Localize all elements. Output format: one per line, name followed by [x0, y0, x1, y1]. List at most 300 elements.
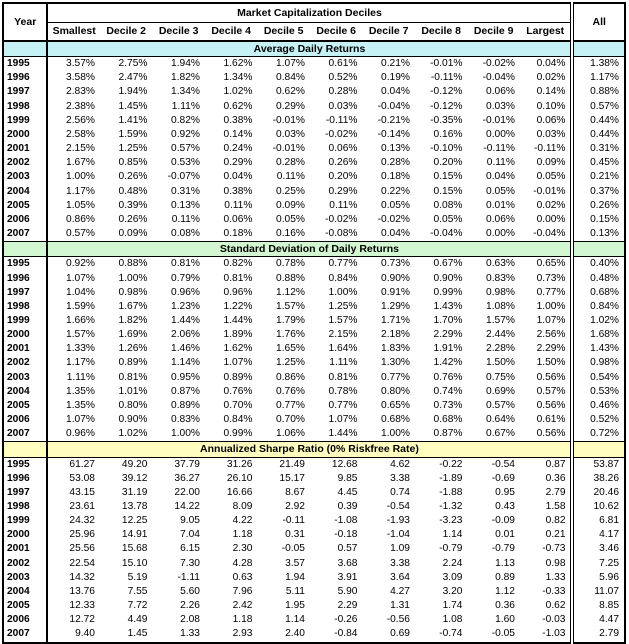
- value-cell: 1.94%: [171, 58, 200, 70]
- value-cell: -0.73: [542, 543, 566, 555]
- value-cell: 0.65%: [381, 399, 410, 411]
- value-cell: 15.10: [121, 557, 148, 569]
- value-cell: 21.49: [279, 458, 305, 470]
- value-cell: 0.04%: [486, 171, 515, 183]
- value-cell: 16.66: [226, 486, 253, 498]
- value-cell: 0.57%: [66, 228, 95, 240]
- value-cell: 0.89%: [171, 399, 200, 411]
- value-cell: -0.04%: [430, 228, 463, 240]
- value-cell: 15.17: [279, 472, 305, 484]
- value-cell: 26.10: [226, 472, 253, 484]
- value-cell: 1.89%: [223, 329, 253, 341]
- year-cell: 2003: [3, 371, 47, 385]
- value-cell: 4.27: [390, 585, 410, 597]
- value-cell: 1.00%: [536, 300, 566, 312]
- value-cell: 2.58%: [66, 128, 95, 140]
- value-cell: 0.84%: [223, 414, 253, 426]
- value-cell: 0.85%: [118, 157, 148, 169]
- value-cell: 8.09: [232, 501, 253, 512]
- year-cell: 2004: [3, 385, 47, 399]
- value-cell: 1.31: [390, 600, 410, 612]
- value-cell: 1.69%: [118, 329, 148, 341]
- value-cell: -0.02%: [325, 213, 358, 225]
- value-cell: 1.67%: [118, 300, 148, 312]
- value-cell: -0.11%: [483, 143, 515, 155]
- table-body: [3, 41, 625, 643]
- value-cell: -0.21%: [377, 114, 410, 126]
- decile-column-header: Decile 5: [257, 23, 310, 42]
- value-cell: 1.30%: [381, 357, 410, 369]
- value-cell: 4.28: [232, 557, 253, 569]
- value-cell: 1.00%: [118, 272, 148, 284]
- value-cell: 1.05%: [66, 199, 95, 211]
- table-row: [3, 514, 625, 528]
- all-value-cell: 4.47: [572, 613, 625, 627]
- all-value-cell: 53.87: [572, 457, 625, 472]
- all-value-cell: 0.98%: [572, 356, 625, 370]
- year-cell: 1999: [3, 114, 47, 128]
- value-cell: 2.75%: [118, 58, 148, 70]
- value-cell: 0.92%: [171, 128, 200, 140]
- value-cell: 25.96: [69, 529, 95, 541]
- table-row: [3, 457, 625, 472]
- value-cell: 2.24: [442, 557, 463, 569]
- value-cell: 13.76: [69, 585, 95, 597]
- table-row: [3, 371, 625, 385]
- table-row: [3, 342, 625, 356]
- value-cell: 0.38%: [223, 114, 253, 126]
- year-cell: 1995: [3, 457, 47, 472]
- value-cell: 2.40: [257, 627, 310, 642]
- value-cell: 0.99%: [433, 286, 463, 298]
- table-row: [3, 413, 625, 427]
- value-cell: 1.91%: [433, 343, 463, 355]
- value-cell: 2.44%: [486, 329, 515, 341]
- section-band-all-cell: [572, 442, 625, 457]
- value-cell: 1.35%: [66, 385, 95, 397]
- value-cell: -0.84: [310, 627, 363, 642]
- value-cell: 31.26: [226, 458, 253, 470]
- value-cell: 6.15: [180, 543, 200, 555]
- value-cell: 1.08: [442, 614, 463, 626]
- value-cell: 1.66%: [66, 314, 95, 326]
- value-cell: 0.06%: [328, 143, 358, 155]
- year-cell: 1999: [3, 314, 47, 328]
- value-cell: -0.10%: [430, 143, 463, 155]
- value-cell: 1.07%: [223, 357, 253, 369]
- value-cell: -0.69: [491, 472, 515, 484]
- value-cell: 0.20%: [328, 171, 358, 183]
- value-cell: 0.03%: [276, 128, 305, 140]
- all-value-cell: 3.46: [572, 542, 625, 556]
- value-cell: 0.04%: [381, 86, 410, 98]
- value-cell: 1.02%: [223, 86, 253, 98]
- value-cell: -0.54: [491, 458, 515, 470]
- value-cell: 1.12%: [276, 286, 305, 298]
- value-cell: 0.69%: [486, 385, 515, 397]
- value-cell: 0.22%: [381, 185, 410, 197]
- value-cell: 1.45%: [118, 100, 148, 112]
- value-cell: 1.62%: [223, 58, 253, 70]
- value-cell: -0.18: [334, 529, 358, 541]
- value-cell: 0.82%: [223, 258, 253, 270]
- value-cell: 0.67%: [433, 258, 463, 270]
- value-cell: 0.06%: [486, 86, 515, 98]
- year-cell: 2002: [3, 557, 47, 571]
- value-cell: 4.22: [232, 515, 253, 527]
- all-value-cell: 0.57%: [572, 100, 625, 114]
- table-row: [3, 427, 625, 442]
- value-cell: 0.06%: [486, 213, 515, 225]
- value-cell: 23.61: [69, 501, 95, 512]
- value-cell: 0.05%: [276, 213, 305, 225]
- value-cell: 0.14%: [223, 128, 253, 140]
- value-cell: 14.22: [174, 501, 200, 512]
- value-cell: -0.02%: [377, 213, 410, 225]
- all-value-cell: 1.43%: [572, 342, 625, 356]
- value-cell: 1.60: [495, 614, 515, 626]
- value-cell: 1.76%: [276, 329, 305, 341]
- section-band-all-cell: [572, 242, 625, 257]
- value-cell: 0.99%: [223, 428, 253, 440]
- year-cell: 2003: [3, 170, 47, 184]
- value-cell: 0.57: [337, 543, 358, 555]
- all-value-cell: 0.13%: [572, 227, 625, 242]
- value-cell: 1.14: [442, 529, 463, 541]
- year-cell: 2004: [3, 185, 47, 199]
- value-cell: 0.29%: [223, 157, 253, 169]
- value-cell: 0.09%: [118, 228, 148, 240]
- value-cell: 5.11: [285, 585, 305, 597]
- value-cell: 1.45: [100, 627, 153, 642]
- value-cell: -0.03: [542, 614, 566, 626]
- value-cell: 1.42%: [433, 357, 463, 369]
- value-cell: 24.32: [69, 515, 95, 527]
- value-cell: -0.22: [439, 458, 463, 470]
- value-cell: 0.11%: [224, 199, 253, 211]
- value-cell: -1.03: [520, 627, 573, 642]
- value-cell: 0.86%: [276, 371, 305, 383]
- value-cell: -0.35%: [430, 114, 463, 126]
- value-cell: 0.01%: [486, 199, 515, 211]
- value-cell: 1.00%: [381, 428, 410, 440]
- year-cell: 2006: [3, 613, 47, 627]
- table-row: [3, 185, 625, 199]
- table-row: [3, 627, 625, 642]
- value-cell: 0.87: [545, 458, 566, 470]
- value-cell: 0.15%: [433, 171, 463, 183]
- value-cell: 0.20%: [433, 157, 463, 169]
- all-value-cell: 7.25: [572, 557, 625, 571]
- value-cell: 61.27: [69, 458, 95, 470]
- value-cell: 2.42: [232, 600, 253, 612]
- all-value-cell: 0.53%: [572, 385, 625, 399]
- all-value-cell: 0.15%: [572, 213, 625, 227]
- all-value-cell: 1.38%: [572, 57, 625, 72]
- value-cell: 0.13%: [381, 143, 410, 155]
- decile-statistics-table: [2, 2, 626, 644]
- value-cell: 1.09: [390, 543, 410, 555]
- value-cell: 2.29%: [536, 343, 566, 355]
- year-cell: 2007: [3, 627, 47, 642]
- market-cap-deciles-header: Market Capitalization Deciles: [47, 3, 572, 23]
- value-cell: 0.05%: [536, 171, 566, 183]
- value-cell: 1.57%: [66, 329, 95, 341]
- value-cell: 1.04%: [66, 286, 95, 298]
- value-cell: 12.72: [69, 614, 95, 626]
- value-cell: -0.11%: [430, 72, 463, 84]
- value-cell: 0.13%: [171, 199, 200, 211]
- value-cell: 0.56%: [536, 371, 566, 383]
- value-cell: 0.77%: [276, 399, 305, 411]
- table-row: [3, 542, 625, 556]
- value-cell: 3.57%: [66, 58, 95, 70]
- value-cell: 8.67: [285, 486, 305, 498]
- value-cell: 14.32: [69, 571, 95, 583]
- value-cell: 0.88%: [118, 258, 148, 270]
- value-cell: 1.29%: [381, 300, 410, 312]
- value-cell: -0.33: [542, 585, 566, 597]
- value-cell: 1.82%: [118, 314, 148, 326]
- value-cell: 0.15%: [433, 185, 463, 197]
- value-cell: 0.36: [495, 600, 515, 612]
- value-cell: 0.86%: [66, 213, 95, 225]
- value-cell: 1.00%: [171, 428, 200, 440]
- all-value-cell: 1.17%: [572, 71, 625, 85]
- decile-table-container: [2, 2, 626, 640]
- value-cell: 0.01: [495, 529, 515, 541]
- all-value-cell: 0.88%: [572, 85, 625, 99]
- value-cell: 0.48%: [118, 185, 148, 197]
- value-cell: 25.56: [69, 543, 95, 555]
- table-row: [3, 472, 625, 486]
- section-band-year-cell: [3, 41, 47, 57]
- value-cell: 0.28%: [276, 157, 305, 169]
- table-row: [3, 613, 625, 627]
- value-cell: 1.22%: [223, 300, 253, 312]
- value-cell: -0.05: [467, 627, 520, 642]
- value-cell: 13.78: [121, 501, 148, 512]
- table-row: [3, 142, 625, 156]
- value-cell: 0.11%: [486, 157, 515, 169]
- decile-column-header: Decile 7: [362, 23, 415, 42]
- decile-column-header: Decile 2: [100, 23, 153, 42]
- value-cell: 0.03%: [486, 100, 515, 112]
- value-cell: 1.34%: [223, 72, 253, 84]
- value-cell: 1.33%: [66, 343, 95, 355]
- value-cell: 0.98%: [118, 286, 148, 298]
- value-cell: 2.93: [205, 627, 258, 642]
- value-cell: 2.38%: [66, 100, 95, 112]
- year-cell: 1995: [3, 257, 47, 272]
- decile-column-header: Decile 3: [152, 23, 205, 42]
- value-cell: 1.33: [545, 571, 566, 583]
- value-cell: 1.07%: [66, 272, 95, 284]
- value-cell: 1.12: [495, 585, 515, 597]
- value-cell: -0.11%: [533, 143, 566, 155]
- value-cell: 3.64: [390, 571, 410, 583]
- value-cell: 39.12: [121, 472, 148, 484]
- value-cell: 3.38: [390, 557, 410, 569]
- table-row: [3, 399, 625, 413]
- value-cell: 1.26%: [118, 343, 148, 355]
- value-cell: -0.01%: [533, 185, 566, 197]
- value-cell: 2.92: [285, 501, 305, 512]
- year-cell: 2002: [3, 156, 47, 170]
- value-cell: -0.01%: [430, 58, 463, 70]
- value-cell: 2.18%: [381, 329, 410, 341]
- value-cell: 2.56%: [536, 329, 566, 341]
- table-row: [3, 599, 625, 613]
- value-cell: 0.53%: [171, 157, 200, 169]
- value-cell: 7.72: [127, 600, 148, 612]
- value-cell: -1.04: [386, 529, 410, 541]
- value-cell: -0.74: [415, 627, 468, 642]
- value-cell: 0.08%: [433, 199, 463, 211]
- value-cell: 0.68%: [433, 414, 463, 426]
- value-cell: 1.25%: [118, 143, 148, 155]
- year-cell: 1997: [3, 85, 47, 99]
- year-cell: 2005: [3, 199, 47, 213]
- value-cell: 3.20: [442, 585, 463, 597]
- all-value-cell: 0.48%: [572, 272, 625, 286]
- value-cell: 0.29%: [276, 100, 305, 112]
- value-cell: 1.62%: [223, 343, 253, 355]
- year-cell: 2001: [3, 142, 47, 156]
- value-cell: 0.91%: [381, 286, 410, 298]
- year-cell: 1996: [3, 272, 47, 286]
- value-cell: 1.00%: [66, 171, 95, 183]
- value-cell: 0.77%: [328, 258, 358, 270]
- value-cell: 7.55: [127, 585, 148, 597]
- value-cell: 0.90%: [381, 272, 410, 284]
- value-cell: 1.74: [442, 600, 463, 612]
- value-cell: -1.08: [334, 515, 358, 527]
- table-row: [3, 585, 625, 599]
- value-cell: -0.02%: [482, 58, 515, 70]
- value-cell: -0.54: [386, 501, 410, 512]
- value-cell: 0.00%: [486, 128, 515, 140]
- value-cell: 0.14%: [536, 86, 566, 98]
- all-value-cell: 0.26%: [572, 199, 625, 213]
- value-cell: 0.67%: [486, 428, 515, 440]
- decile-column-header: Largest: [520, 23, 573, 42]
- value-cell: 0.04%: [223, 171, 253, 183]
- value-cell: 2.15%: [66, 143, 95, 155]
- year-cell: 1996: [3, 472, 47, 486]
- value-cell: 1.34%: [171, 86, 200, 98]
- value-cell: -0.09: [491, 515, 515, 527]
- table-row: [3, 199, 625, 213]
- value-cell: 43.15: [69, 486, 95, 498]
- value-cell: 0.39%: [118, 199, 148, 211]
- value-cell: 2.29: [337, 600, 358, 612]
- value-cell: 0.96%: [66, 428, 95, 440]
- value-cell: 0.98%: [486, 286, 515, 298]
- value-cell: 1.25%: [276, 357, 305, 369]
- value-cell: 0.77%: [536, 286, 566, 298]
- all-value-cell: 8.85: [572, 599, 625, 613]
- value-cell: -0.01%: [272, 114, 305, 126]
- value-cell: 0.62%: [276, 86, 305, 98]
- value-cell: 0.96%: [223, 286, 253, 298]
- value-cell: 0.96%: [171, 286, 200, 298]
- value-cell: 2.56%: [66, 114, 95, 126]
- value-cell: 2.08: [180, 614, 200, 626]
- year-cell: 2001: [3, 342, 47, 356]
- value-cell: 0.25%: [276, 185, 305, 197]
- value-cell: 0.57%: [486, 399, 515, 411]
- value-cell: 1.07%: [328, 414, 358, 426]
- value-cell: -0.79: [439, 543, 463, 555]
- year-cell: 1996: [3, 71, 47, 85]
- value-cell: 0.84%: [328, 272, 358, 284]
- value-cell: 3.58%: [66, 72, 95, 84]
- value-cell: 0.11%: [276, 171, 305, 183]
- all-value-cell: 11.07: [572, 585, 625, 599]
- value-cell: 1.07%: [66, 414, 95, 426]
- value-cell: 36.27: [174, 472, 200, 484]
- table-row: [3, 213, 625, 227]
- value-cell: 1.64%: [328, 343, 358, 355]
- all-value-cell: 5.96: [572, 571, 625, 585]
- value-cell: 0.64%: [486, 414, 515, 426]
- value-cell: 1.11%: [66, 371, 95, 383]
- decile-column-headers: [3, 23, 625, 42]
- value-cell: -1.88: [439, 486, 463, 498]
- value-cell: 1.57%: [276, 300, 305, 312]
- year-cell: 2006: [3, 213, 47, 227]
- value-cell: 0.09%: [536, 157, 566, 169]
- value-cell: 9.85: [337, 472, 358, 484]
- value-cell: 0.78%: [328, 385, 358, 397]
- value-cell: 0.87%: [433, 428, 463, 440]
- year-cell: 2007: [3, 227, 47, 242]
- value-cell: -0.11: [282, 515, 305, 527]
- value-cell: 3.57: [285, 557, 305, 569]
- value-cell: -0.02%: [325, 128, 358, 140]
- value-cell: 0.98: [545, 557, 566, 569]
- value-cell: 2.47%: [118, 72, 148, 84]
- value-cell: 1.44%: [171, 314, 200, 326]
- value-cell: 0.89%: [118, 357, 148, 369]
- value-cell: 0.31%: [171, 185, 200, 197]
- value-cell: 0.84%: [276, 72, 305, 84]
- value-cell: 0.81%: [223, 272, 253, 284]
- value-cell: 3.91: [337, 571, 358, 583]
- value-cell: 0.09%: [276, 199, 305, 211]
- value-cell: -0.04%: [377, 100, 410, 112]
- value-cell: -0.07%: [167, 171, 200, 183]
- value-cell: 1.35%: [66, 399, 95, 411]
- value-cell: 7.30: [180, 557, 200, 569]
- value-cell: 1.83%: [381, 343, 410, 355]
- value-cell: 1.67%: [66, 157, 95, 169]
- value-cell: 1.33: [152, 627, 205, 642]
- value-cell: 0.61%: [536, 414, 566, 426]
- all-value-cell: 0.40%: [572, 257, 625, 272]
- section-title: Average Daily Returns: [47, 41, 572, 57]
- value-cell: 2.79: [545, 486, 566, 498]
- value-cell: 0.06%: [536, 114, 566, 126]
- value-cell: 22.54: [69, 557, 95, 569]
- year-cell: 2000: [3, 128, 47, 142]
- value-cell: 1.57%: [486, 314, 515, 326]
- value-cell: 9.40: [47, 627, 100, 642]
- value-cell: 1.11%: [171, 100, 200, 112]
- value-cell: 0.05%: [433, 213, 463, 225]
- value-cell: 0.18%: [381, 171, 410, 183]
